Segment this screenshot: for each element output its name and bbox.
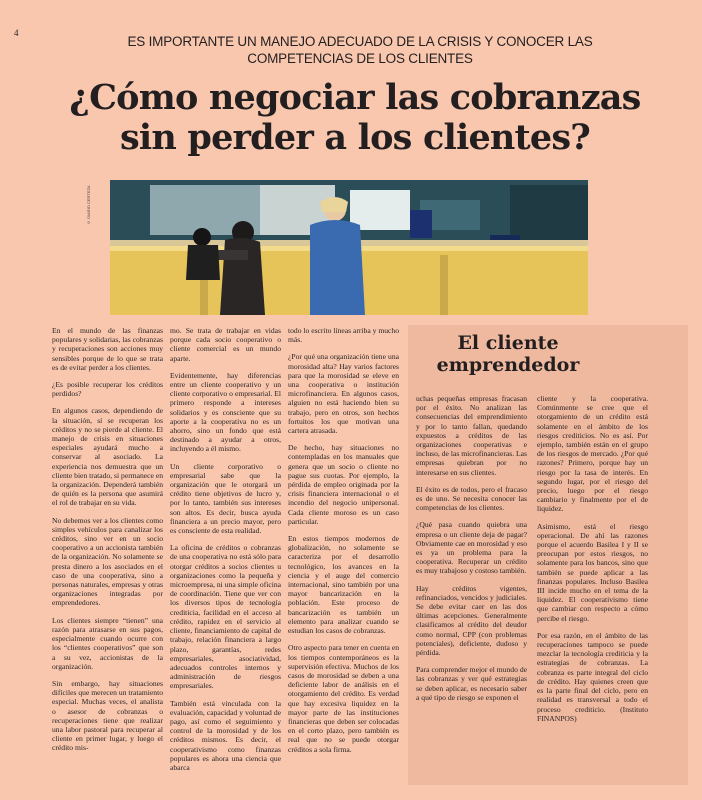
paragraph: En estos tiempos modernos de globalización, no solamente se caracteriza por el desarrollo tecnológico, los avances en la ciencia y el auge del comercio internacional, sino también por una mayor bancarización en la población. Este proceso de bancarización es también un elemento para analizar cuando se estudian los casos de cobranzas. (288, 534, 399, 636)
kicker-line: COMPETENCIAS DE LOS CLIENTES (247, 51, 473, 66)
paragraph: mo. Se trata de trabajar en vidas porque cada socio cooperativo o cliente comercial es un mundo aparte. (170, 326, 281, 363)
sidebar-title (408, 332, 608, 376)
paragraph: Por esa razón, en el ámbito de las recuperaciones tampoco se puede mezclar la tecnología crediticia y la estrategias de cobranzas. La cobranza es parte integral del ciclo de crédito. Hay quienes creen que es la parte final del ciclo, pero en realidad es transversal a todo el proceso crediticio. (Instituto FINANPOS) (537, 630, 648, 723)
paragraph: cliente y la cooperativa. Comúnmente se cree que el otorgamiento de un crédito está solamente en el ámbito de los riesgos crediticios. No es así. Por ejemplo, también están en el grupo de los riesgos de mercado. ¿Por qué razones? Primero, porque hay un riesgo por la tasa de interés. En segundo lugar, por el riesgo del precio, luego por el riesgo cambiario y finalmente por el de liquidez. (537, 394, 648, 514)
paragraph: De hecho, hay situaciones no contempladas en los manuales que genera que un socio o cliente no pague sus cuotas. Por ejemplo, la pérdida de empleo originada por la crisis financiera internacional o el incendio del negocio unipersonal. Cada cliente moroso es un caso particular. (288, 443, 399, 526)
paragraph: ¿Es posible recuperar los créditos perdidos? (52, 380, 163, 399)
kicker-headline (80, 33, 640, 67)
photo-credit: © DIARIO CERTEZA (86, 185, 91, 225)
paragraph: Un cliente corporativo o empresarial sabe que la organización que le otorgará un crédito tiene objetivos de lucro y, por lo tanto, también sus intereses son altos. Es decir, busca ayuda financiera a un precio mayor, pero es consciente de esta realidad. (170, 461, 281, 536)
sidebar-title-line: emprendedor (436, 354, 580, 376)
paragraph: ¿Qué pasa cuando quiebra una empresa o un cliente deja de pagar? Obviamente cae en morosidad y eso es ya un problema para la cooperativa. Recuperar un crédito es muy trabajoso y costoso también. (416, 520, 527, 576)
kicker-line: ES IMPORTANTE UN MANEJO ADECUADO DE LA CRISIS Y CONOCER LAS (127, 34, 593, 49)
paragraph: todo lo escrito líneas arriba y mucho más. (288, 326, 399, 345)
paragraph: La oficina de créditos o cobranzas de una cooperativa no está sólo para otorgar créditos a socios clientes u organizaciones como la pequeña y microempresa, ni una simple oficina de coordinación. Tiene que ver con los diversos tipos de tecnología crediticia, facilidad en el acceso al crédito, rapidez en el servicio al cliente, financiamiento de capital de trabajo, relación financiera a largo plazo, garantías, redes empresariales, asociatividad, adecuados controles internos y administración de riesgos empresariales. (170, 543, 281, 691)
article-column-1 (52, 326, 163, 761)
article-column-3 (288, 326, 399, 762)
paragraph: ¿Por qué una organización tiene una morosidad alta? Hay varios factores para que la morosidad se eleve en una cooperativa o institución microfinanciera. En algunos casos, alguien no está haciendo bien su trabajo, pero en otros, son hechos fortuitos los que motivan una cartera atrasada. (288, 352, 399, 436)
paragraph: El éxito es de todos, pero el fracaso es de uno. Se necesita conocer las competencias de los clientes. (416, 484, 527, 513)
page-number: 4 (14, 28, 19, 38)
paragraph: No debemos ver a los clientes como simples vehículos para canalizar los créditos, sino ver en un socio cooperativo a un accionista también de la organización. No solamente se presta dinero a los asociados en el caso de una cooperativa, sino a personas naturales, empresas y otras organizaciones integradas por emprendedores. (52, 515, 163, 608)
paragraph: Los clientes siempre “tienen” una razón para atrasarse en sus pagos, especialmente cuando ocurre con los “clientes cooperativos” que son a su vez, accionistas de la organización. (52, 615, 163, 671)
paragraph: uchas pequeñas empresas fracasan por el éxito. No analizan las consecuencias del emprendimiento y por lo tanto fallan, quedando expuestos a créditos de las organizaciones cooperativas e incluso, de las microfinancieras. Las empresas quiebran por no interesarse en sus clientes. (416, 394, 527, 477)
paragraph: Hay créditos vigentes, refinanciados, vencidos y judiciales. Se debe evitar caer en las dos últimas acepciones. Generalmente clasificamos al crédito del deudor como normal, CPP (con problemas potenciales), deficiente, dudoso y pérdida. (416, 583, 527, 658)
paragraph: En algunos casos, dependiendo de la situación, sí se recuperan los créditos y no se pierde al cliente. El manejo de crisis en situaciones especiales ayudará mucho a conservar al asociado. La experiencia nos demuestra que un cliente bien tratado, si permanece en la organización. Dependerá también de quién es la persona que asumirá el rol de trabajar en su vida. (52, 406, 163, 508)
paragraph: También está vinculada con la evaluación, capacidad y voluntad de pago, así como el seguimiento y control de la morosidad y de los créditos mismos. Es decir, el cooperativismo como finanzas populares es ahora una ciencia que abarca (170, 698, 281, 772)
paragraph: Asimismo, está el riesgo operacional. De ahí las razones porque el acuerdo Basilea I y II se preocupan por estos riesgos, no solamente para los bancos, sino que también se puede aplicar a las finanzas populares. Incluso Basilea III incide mucho en el tema de la liquidez. El cooperativismo tiene que cambiar con respecto a cómo percibe el riesgo. (537, 521, 648, 623)
headline-line: sin perder a los clientes? (119, 117, 591, 158)
paragraph: Para comprender mejor el mundo de las cobranzas y ver qué estrategias se deben aplicar, es necesario saber a qué tipo de riesgo se exponen el (416, 665, 527, 702)
paragraph: Evidentemente, hay diferencias entre un cliente cooperativo y un cliente corporativo o empresarial. El primero responde a intereses solidarios y es consciente que su aporte a la cooperativa no es un ahorro, sino un fondo que está destinado a ayudar a otros, incluyendo a él mismo. (170, 370, 281, 454)
sidebar-column-2 (537, 394, 648, 731)
paragraph: Otro aspecto para tener en cuenta en los tiempos contemporáneos es la supervisión efectiva. Muchos de los casos de morosidad se deben a una deficiente labor de análisis en el otorgamiento del crédito. Es verdad que hay excesiva liquidez en la mayor parte de las instituciones financieras que deben ser colocadas en el corto plazo, pero también es real que no se puede otorgar créditos a sola firma. (288, 643, 399, 754)
paragraph: Sin embargo, hay situaciones difíciles que merecen un tratamiento especial. Muchas veces, el analista o asesor de cobranzas o recuperaciones tiene que realizar una labor pastoral para recuperar al cliente en primer lugar, y luego el crédito mis- (52, 678, 163, 753)
bank-counter-illustration (110, 180, 588, 315)
headline (40, 78, 670, 158)
headline-line: ¿Cómo negociar las cobranzas (69, 77, 641, 118)
article-photo (110, 180, 588, 315)
article-column-2 (170, 326, 281, 780)
paragraph: En el mundo de las finanzas populares y solidarias, las cobranzas y recuperaciones son acciones muy sensibles porque de lo que se trata es de evitar perder a los clientes. (52, 326, 163, 372)
sidebar-column-1 (416, 394, 527, 710)
sidebar-title-line: El cliente (457, 332, 559, 354)
